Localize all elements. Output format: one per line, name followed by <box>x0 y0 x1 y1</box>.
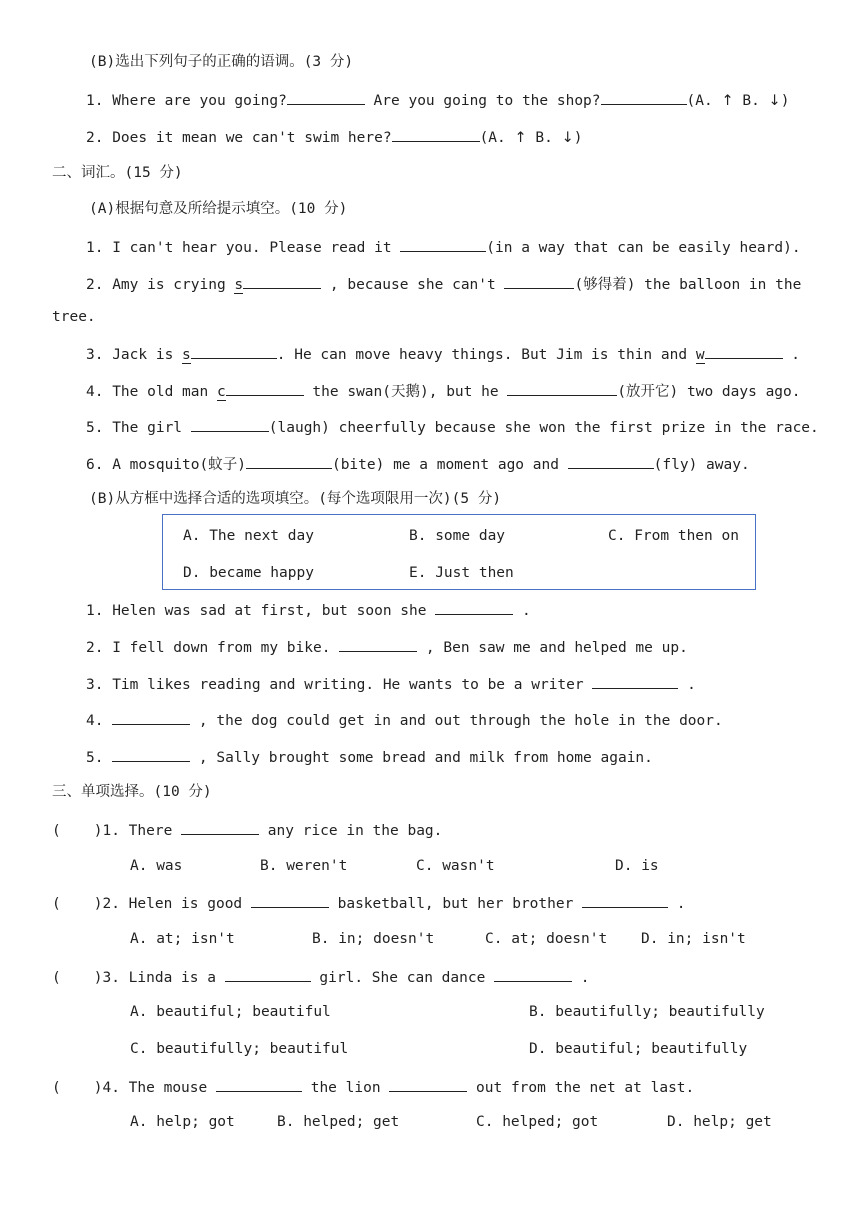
down-arrow-icon: ↓ <box>768 93 781 109</box>
vocab-question-5: 5. The girl (laugh) cheerfully because she won the first prize in the race. <box>86 416 819 438</box>
vocab-question-6: 6. A mosquito(蚊子) (bite) me a moment ago and (fly) away. <box>86 453 750 475</box>
answer-blank[interactable] <box>389 1076 467 1092</box>
answer-blank[interactable] <box>243 273 321 289</box>
answer-blank[interactable] <box>339 636 417 652</box>
intonation-question-2: 2. Does it mean we can't swim here? (A. ↑ B. ↓) <box>86 126 582 148</box>
mc1-option-d[interactable]: D. is <box>615 858 659 874</box>
vocab-question-2: 2. Amy is crying s , because she can't (够得着) the balloon in the <box>86 273 801 295</box>
hint-letter: s <box>234 277 244 293</box>
answer-blank[interactable] <box>494 966 572 982</box>
mc1-option-c[interactable]: C. wasn't <box>416 858 495 874</box>
vocab-question-4: 4. The old man c the swan(天鹅), but he (放开它) two days ago. <box>86 380 801 402</box>
answer-blank[interactable] <box>191 416 269 432</box>
answer-blank[interactable] <box>112 746 190 762</box>
hint-letter: s <box>182 347 191 363</box>
mc-question-1: ( )1. There any rice in the bag. <box>52 819 442 841</box>
answer-blank[interactable] <box>582 892 668 908</box>
intonation-question-1: 1. Where are you going? Are you going to the shop? (A. ↑ B. ↓) <box>86 89 789 111</box>
answer-blank[interactable] <box>504 273 574 289</box>
vocab-question-1: 1. I can't hear you. Please read it (in a way that can be easily heard). <box>86 236 801 258</box>
mc3-option-c[interactable]: C. beautifully; beautiful <box>130 1041 349 1057</box>
vocab-question-3: 3. Jack is s . He can move heavy things. But Jim is thin and w . <box>86 343 800 365</box>
section2a-heading: (A)根据句意及所给提示填空。(10 分) <box>89 201 348 217</box>
answer-blank[interactable] <box>191 343 277 359</box>
up-arrow-icon: ↑ <box>514 130 527 146</box>
answer-blank[interactable] <box>601 89 687 105</box>
answer-paren[interactable]: ( <box>52 970 61 986</box>
answer-paren[interactable]: ( <box>52 823 61 839</box>
option-c: C. From then on <box>608 528 739 544</box>
hint-letter: w <box>695 347 705 363</box>
answer-blank[interactable] <box>216 1076 302 1092</box>
section2-heading: 二、词汇。(15 分) <box>52 165 183 181</box>
mc2-option-a[interactable]: A. at; isn't <box>130 931 235 947</box>
answer-blank[interactable] <box>226 380 304 396</box>
mc-question-4: ( )4. The mouse the lion out from the net at last. <box>52 1076 694 1098</box>
mc4-option-d[interactable]: D. help; get <box>667 1114 772 1130</box>
option-d: D. became happy <box>183 565 314 581</box>
hint-letter: c <box>216 384 226 400</box>
answer-blank[interactable] <box>392 126 480 142</box>
mc4-option-b[interactable]: B. helped; get <box>277 1114 400 1130</box>
down-arrow-icon: ↓ <box>561 130 574 146</box>
mc-question-2: ( )2. Helen is good basketball, but her brother . <box>52 892 686 914</box>
option-b: B. some day <box>409 528 506 544</box>
answer-blank[interactable] <box>251 892 329 908</box>
answer-blank[interactable] <box>246 453 332 469</box>
mc3-option-a[interactable]: A. beautiful; beautiful <box>130 1004 331 1020</box>
option-e: E. Just then <box>409 565 514 581</box>
fill-question-5: 5. , Sally brought some bread and milk from home again. <box>86 746 653 768</box>
mc4-option-a[interactable]: A. help; got <box>130 1114 235 1130</box>
answer-blank[interactable] <box>112 709 190 725</box>
answer-blank[interactable] <box>435 599 513 615</box>
section3-heading: 三、单项选择。(10 分) <box>52 784 212 800</box>
mc1-option-b[interactable]: B. weren't <box>260 858 348 874</box>
fill-question-1: 1. Helen was sad at first, but soon she . <box>86 599 531 621</box>
answer-paren[interactable]: ( <box>52 896 61 912</box>
answer-blank[interactable] <box>225 966 311 982</box>
answer-blank[interactable] <box>507 380 617 396</box>
mc2-option-b[interactable]: B. in; doesn't <box>312 931 435 947</box>
mc-question-3: ( )3. Linda is a girl. She can dance . <box>52 966 590 988</box>
answer-blank[interactable] <box>400 236 486 252</box>
vocab-question-2-cont: tree. <box>52 309 96 325</box>
fill-question-4: 4. , the dog could get in and out through the hole in the door. <box>86 709 723 731</box>
answer-blank[interactable] <box>568 453 654 469</box>
fill-question-2: 2. I fell down from my bike. , Ben saw me and helped me up. <box>86 636 688 658</box>
mc1-option-a[interactable]: A. was <box>130 858 183 874</box>
mc2-option-c[interactable]: C. at; doesn't <box>485 931 608 947</box>
fill-question-3: 3. Tim likes reading and writing. He wants to be a writer . <box>86 673 696 695</box>
answer-blank[interactable] <box>592 673 678 689</box>
answer-paren[interactable]: ( <box>52 1080 61 1096</box>
mc3-option-b[interactable]: B. beautifully; beautifully <box>529 1004 765 1020</box>
answer-blank[interactable] <box>181 819 259 835</box>
answer-blank[interactable] <box>705 343 783 359</box>
mc2-option-d[interactable]: D. in; isn't <box>641 931 746 947</box>
option-a: A. The next day <box>183 528 314 544</box>
answer-blank[interactable] <box>287 89 365 105</box>
mc3-option-d[interactable]: D. beautiful; beautifully <box>529 1041 748 1057</box>
up-arrow-icon: ↑ <box>721 93 734 109</box>
mc4-option-c[interactable]: C. helped; got <box>476 1114 599 1130</box>
section2b-heading: (B)从方框中选择合适的选项填空。(每个选项限用一次)(5 分) <box>89 491 502 507</box>
section1b-heading: (B)选出下列句子的正确的语调。(3 分) <box>89 54 354 70</box>
